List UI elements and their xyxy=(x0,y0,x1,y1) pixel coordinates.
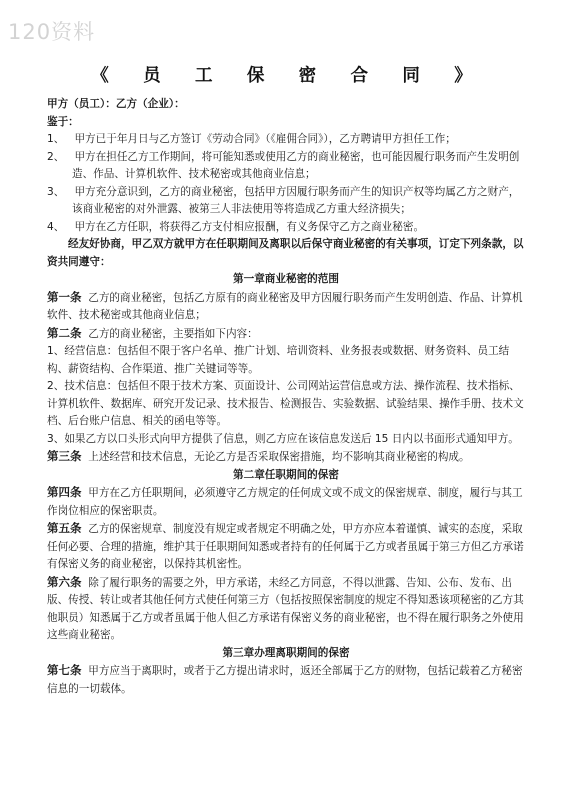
article-subitem: 3、如果乙方以口头形式向甲方提供了信息，则乙方应在该信息发送后 15 日内以书面形式通知甲方。 xyxy=(47,432,519,445)
article: 第三条 上述经营和技术信息，无论乙方是否采取保密措施，均不影响其商业秘密的构成。 xyxy=(47,449,470,463)
watermark: 120资料 xyxy=(8,20,96,44)
parties-line: 甲方（员工）：乙方（企业）： xyxy=(47,98,185,110)
whereas-item: 2、 甲方在担任乙方工作期间，将可能知悉或使用乙方的商业秘密，也可能因履行职务而产生发明创造、作品、计算机软件、技术秘密或其他商业信息； xyxy=(47,150,520,180)
article-subitem: 1、经营信息：包括但不限于客户名单、推广计划、培训资料、业务报表或数据、财务资料、员工结构、薪资结构、合作渠道、推广关键词等等。 xyxy=(47,345,510,375)
article: 第二条 乙方的商业秘密，主要指如下内容： xyxy=(47,325,258,340)
document-title: 《 员 工 保 密 合 同 》 xyxy=(91,66,474,86)
article: 第五条 乙方的保密规章、制度没有规定或者规定不明确之处，甲方亦应本着谨慎、诚实的态度，采取任何必要、合理的措施，维护其于任职期间知悉或者持有的任何属于乙方或者虽属于第三方但乙方承诺有保密义务的商业秘密，以保持其机密性。 xyxy=(47,521,524,570)
article: 第一条 乙方的商业秘密，包括乙方原有的商业秘密及甲方因履行职务而产生发明创造、作品、计算机软件、技术秘密或其他商业信息； xyxy=(47,289,523,321)
chapter-heading: 第一章商业秘密的范围 xyxy=(233,273,339,285)
whereas-item: 1、 甲方已于年月日与乙方签订《劳动合同》（《雇佣合同》），乙方聘请甲方担任工作； xyxy=(47,133,456,145)
article: 第四条 甲方在乙方任职期间，必须遵守乙方规定的任何成文或不成文的保密规章、制度，履行与其工作岗位相应的保密职责。 xyxy=(47,485,523,517)
chapter-heading: 第二章任职期间的保密 xyxy=(233,468,339,481)
whereas-item: 3、 甲方充分意识到，乙方的商业秘密，包括甲方因履行职务而产生的知识产权等均属乙方之财产，该商业秘密的对外泄露、被第三人非法使用等将造成乙方重大经济损失； xyxy=(47,185,520,215)
article-subitem: 2、技术信息：包括但不限于技术方案、页面设计、公司网站运营信息或方法、操作流程、技术指标、计算机软件、数据库、研究开发记录、技术报告、检测报告、实验数据、试验结果、操作手册、技术文档、后台账户信息、相关的函电等等。 xyxy=(47,380,524,427)
whereas-item: 4、 甲方在乙方任职，将获得乙方支付相应报酬，有义务保守乙方之商业秘密。 xyxy=(47,220,425,233)
article: 第七条 甲方应当于离职时，或者于乙方提出请求时，返还全部属于乙方的财物，包括记载着乙方秘密信息的一切载体。 xyxy=(47,663,523,695)
contract-body xyxy=(47,96,525,698)
chapter-heading: 第三章办理离职期间的保密 xyxy=(222,646,350,659)
preamble: 经友好协商，甲乙双方就甲方在任职期间及离职以后保守商业秘密的有关事项，订定下列条款，以资共同遵守： xyxy=(47,238,524,268)
article: 第六条 除了履行职务的需要之外，甲方承诺，未经乙方同意，不得以泄露、告知、公布、发布、出版、传授、转让或者其他任何方式使任何第三方（包括按照保密制度的规定不得知悉该项秘密的乙方其他职员）知悉属于乙方或者虽属于他人但乙方承诺有保密义务的商业秘密，也不得在履行职务之外使用这些商业秘密。 xyxy=(47,574,524,641)
whereas-label: 鉴于： xyxy=(47,115,79,128)
